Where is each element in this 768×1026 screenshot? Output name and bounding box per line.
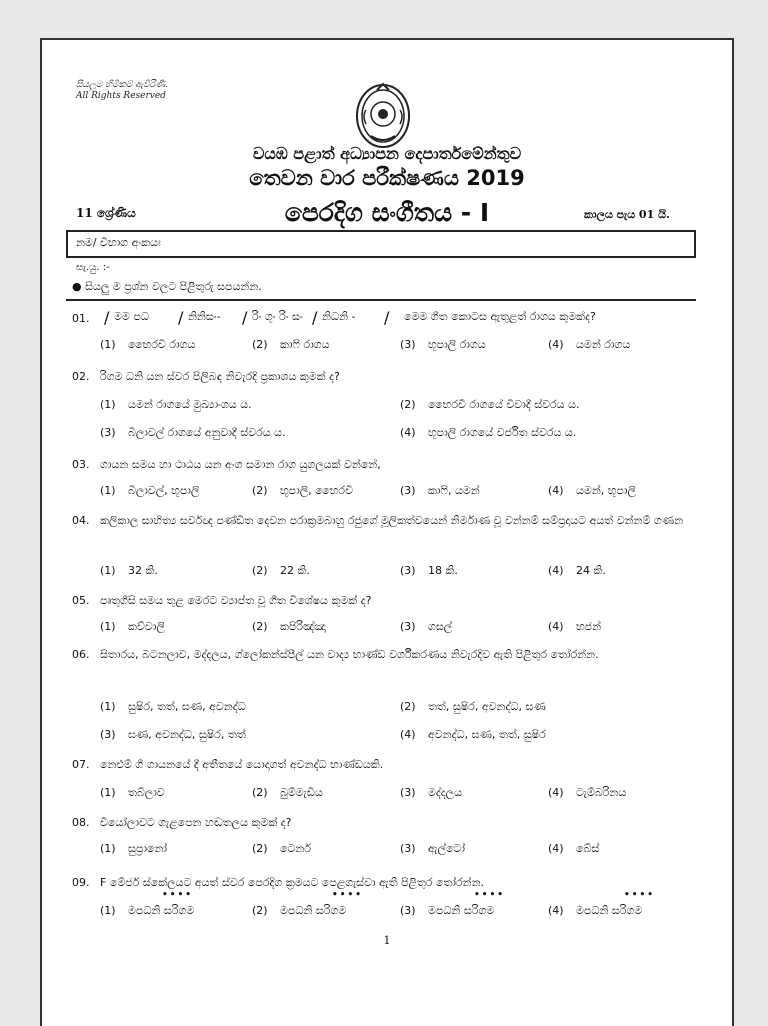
question-text: සිතාරය, බටනලාව, මද්දලය, ග්ලෝකන්ස්පීල් යන වාද්‍ය භාණ්ඩ වර්ගීකරණය නිවැරදිව ඇති පිළිතුර තෝරන්න. [100,648,599,661]
option-3[interactable]: (3) 18 කි. [400,564,458,577]
octave-dots-icon: •••• [332,890,364,900]
option-4[interactable]: (4) යමන්, භූපාලි [548,484,636,497]
exam-title: තෙවන වාර පරීක්ෂණය 2019 [249,166,525,190]
option-3[interactable]: (3) භූපාලි රාගය [400,338,486,351]
octave-dots-icon: •••• [162,890,194,900]
option-2[interactable]: (2) කාෆි රාගය [252,338,330,351]
option-2[interactable]: (2) භෛරවී රාගයේ විවාදී ස්වරය ය. [400,398,580,411]
option-1[interactable]: (1) භෛරවී රාගය [100,338,196,351]
octave-dots-icon: •••• [624,890,656,900]
question-6: 06. සිතාරය, බටනලාව, මද්දලය, ග්ලෝකන්ස්පීල් යන වාද්‍ය භාණ්ඩ වර්ගීකරණය නිවැරදිව ඇති පිළිතුර තෝරන්න. [72,648,599,661]
option-2[interactable]: (2) 22 කි. [252,564,310,577]
option-1[interactable]: (1) 32 කි. [100,564,158,577]
option-4[interactable]: (4) ටැම්බරිනය [548,786,627,799]
question-text: පෘතුගීසි සමය තුළ මෙරට ව්‍යාප්ත වූ ගීත විශේෂය කුමක් ද? [100,594,372,607]
notation-2: නිනිසං- [188,310,221,323]
option-1[interactable]: (1) සුප්‍රානෝ [100,842,168,855]
notation-bar-icon: / [384,308,390,327]
rights-english: All Rights Reserved [76,91,166,101]
notation-1: මම පධ [114,310,149,323]
option-3[interactable]: (3) මපධනි සරිගම [400,904,495,917]
notation-bar-icon: / [178,308,184,327]
subject-title: පෙරදිග සංගීතය - I [284,198,490,227]
option-3[interactable]: (3) කාෆි, යමන් [400,484,480,497]
option-1[interactable]: (1) තබ්ලාව [100,786,165,799]
question-text: වියෝලාවට ගැළපෙන හඬතලය කුමක් ද? [100,816,292,829]
page-number: 1 [383,934,391,947]
department-title: වයඹ පළාත් අධ්‍යාපන දෙපාර්තමේන්තුව [252,144,522,163]
divider [66,299,696,301]
option-2[interactable]: (2) තත්, සුෂිර, අවනද්ධ, ඝණ [400,700,546,713]
option-4[interactable]: (4) යමන් රාගය [548,338,631,351]
option-3[interactable]: (3) ගසල් [400,620,453,633]
question-text: F මේජර් ස්කේලයට අයත් ස්වර පෙරදිග ක්‍රමයට පෙළගැස්වා ඇති පිළිතුර තෝරන්න. [100,876,485,889]
option-2[interactable]: (2) කපිරිඤ්ඤා [252,620,326,633]
question-text: ගායන සමය හා ථාඨය යන අංග සමාන රාග යුගලයක් වන්නේ, [100,458,381,471]
bullet-icon: ● [72,280,82,293]
question-9: 09. F මේජර් ස්කේලයට අයත් ස්වර පෙරදිග ක්‍රමයට පෙළගැස්වා ඇති පිළිතුර තෝරන්න. [72,876,485,889]
question-5: 05. පෘතුගීසි සමය තුළ මෙරට ව්‍යාප්ත වූ ගීත විශේෂය කුමක් ද? [72,594,372,607]
notation-bar-icon: / [242,308,248,327]
option-3[interactable]: (3) ඇල්ටෝ [400,842,465,855]
option-2[interactable]: (2) බුම්මැඩිය [252,786,323,799]
question-text: මෙම ගීත කොටස ඇතුළත් රාගය කුමක්ද? [404,310,596,323]
option-1[interactable]: (1) සුෂිර, තත්, ඝණ, අවනද්ධ [100,700,246,713]
question-4: 04. කලිකාල සාහිත්‍ය සර්වඥ පණ්ඩිත දෙවන පරාක්‍රමබාහු රජුගේ මූලිකත්වයෙන් නිර්මාණ වූ වන්නම් සම්ප්‍රදායට අයත් වන්නම් ගණන [72,514,684,527]
instruction-text: සියලු ම ප්‍රශ්න වලට පිළිතුරු සපයන්න. [85,280,262,293]
grade-label: 11 ශ්‍රේණිය [76,206,136,220]
option-1[interactable]: (1) යමන් රාගයේ මුඛ්‍යාංගය ය. [100,398,252,411]
rights-sinhala: සියලුම හිමිකම් ඇවිරිණි. [76,80,169,90]
name-index-field[interactable] [66,230,696,258]
option-2[interactable]: (2) ටෙනර් [252,842,311,855]
option-1[interactable]: (1) බිලාවල්, භූපාලි [100,484,200,497]
question-number: 01. [72,312,90,325]
notation-bar-icon: / [104,308,110,327]
option-4[interactable]: (4) භජන් [548,620,602,633]
copyright-notice [76,80,168,102]
option-3[interactable]: (3) බිලාවල් රාගයේ අනුවාදී ස්වරය ය. [100,426,286,439]
option-3[interactable]: (3) ඝණ, අවනද්ධ, සුෂිර, තත් [100,728,246,741]
octave-dots-icon: •••• [474,890,506,900]
option-4[interactable]: (4) බේස් [548,842,600,855]
question-7: 07. නෙළුම් ගී ගායනයේ දී අතීතයේ යොදාගත් අවනද්ධ භාණ්ඩයකි. [72,758,384,771]
option-4[interactable]: (4) භූපාලි රාගයේ වර්ජිත ස්වරය ය. [400,426,577,439]
question-text: කලිකාල සාහිත්‍ය සර්වඥ පණ්ඩිත දෙවන පරාක්‍රමබාහු රජුගේ මූලිකත්වයෙන් නිර්මාණ වූ වන්නම් සම්ප්‍රදායට අයත් වන්නම් ගණන [100,514,684,527]
notation-bar-icon: / [312,308,318,327]
option-4[interactable]: (4) මපධනි සරිගම [548,904,643,917]
question-text: රිගම ධනි යන ස්වර පිලිබඳ නිවැරදි ප්‍රකාශය කුමක් ද? [100,370,340,383]
question-text: නෙළුම් ගී ගායනයේ දී අතීතයේ යොදාගත් අවනද්ධ භාණ්ඩයකි. [100,758,384,771]
option-3[interactable]: (3) මද්දලය [400,786,462,799]
option-4[interactable]: (4) අවනද්ධ, ඝණ, තත්, සුෂිර [400,728,546,741]
note-label: සැ.යු. :- [76,262,110,273]
question-8: 08. වියෝලාවට ගැළපෙන හඬතලය කුමක් ද? [72,816,292,829]
question-3: 03. ගායන සමය හා ථාඨය යන අංග සමාන රාග යුගලයක් වන්නේ, [72,458,381,471]
name-index-label: නම/ විභාග අංකයඃ [76,236,161,249]
notation-4: නිධනි - [322,310,356,323]
instruction [72,280,262,294]
option-1[interactable]: (1) මපධනි සරිගම [100,904,195,917]
option-4[interactable]: (4) 24 කි. [548,564,606,577]
question-2: 02. රිගම ධනි යන ස්වර පිලිබඳ නිවැරදි ප්‍රකාශය කුමක් ද? [72,370,340,383]
time-label: කාලය පැය 01 යි. [584,208,670,221]
exam-page [40,38,734,1026]
emblem-icon [354,80,412,150]
notation-3: රිං ගුං රිං සං [252,310,303,323]
option-2[interactable]: (2) මපධනි සරිගම [252,904,347,917]
option-2[interactable]: (2) භූපාලි, භෛරවී [252,484,353,497]
option-1[interactable]: (1) කව්වාලි [100,620,165,633]
